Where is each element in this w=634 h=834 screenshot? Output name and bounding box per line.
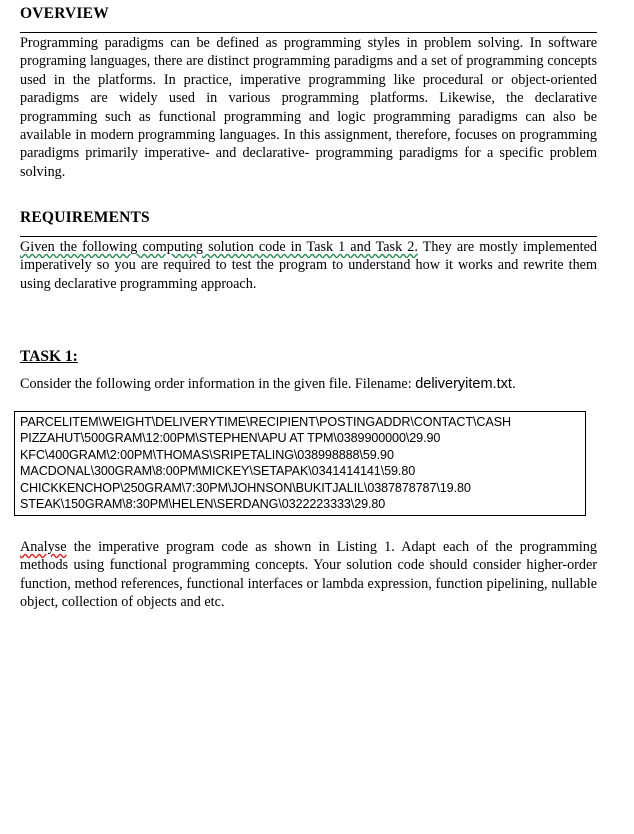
requirements-rest: They are mostly implemented imperatively so you are required to test the program to understand how it works and rewrite them using declarative programming approach. (20, 239, 597, 292)
task1-title: TASK 1: (20, 348, 78, 365)
requirements-lead: Given the following computing solution code in Task 1 and Task 2. (20, 239, 418, 255)
overview-heading: OVERVIEW (20, 5, 109, 22)
analyse-rest: the imperative program code as shown in Listing 1. Adapt each of the programming methods using functional programming concepts. Your solution code should consider higher-order function, method references, functional interfaces or lambda expression, function pipelining, nullable object, collection of objects and etc. (20, 539, 597, 611)
requirements-paragraph (20, 238, 597, 293)
file-content-box (14, 411, 586, 516)
task1-filename: deliveryitem.txt. (415, 376, 516, 392)
file-line: MACDONAL\300GRAM\8:00PM\MICKEY\SETAPAK\0341414141\59.80 (20, 464, 416, 479)
file-line: PARCELITEM\WEIGHT\DELIVERYTIME\RECIPIENT\POSTINGADDR\CONTACT\CASH (20, 415, 512, 429)
requirements-heading: REQUIREMENTS (20, 209, 150, 226)
analyse-paragraph (20, 538, 597, 612)
overview-rule (20, 32, 597, 33)
file-line: CHICKKENCHOP\250GRAM\7:30PM\JOHNSON\BUKITJALIL\0387878787\19.80 (20, 480, 471, 495)
overview-paragraph: Programming paradigms can be defined as programming styles in problem solving. In software programing languages, there are distinct programming paradigms and a set of programming concepts used in the platforms. In practice, imperative programming like procedural or object-oriented paradigms are widely used in various programming platforms. Likewise, the declarative programming such as functional programming and logic programming paradigms can also be available in modern programming languages. In this assignment, therefore, focuses on programming paradigms primarily imperative- and declarative- programming paradigms for a specific problem solving. (20, 35, 597, 180)
file-line: KFC\400GRAM\2:00PM\THOMAS\SRIPETALING\038998888\59.90 (20, 447, 394, 462)
task1-intro (20, 375, 597, 393)
task1-intro-text: Consider the following order information in the given file. Filename: (20, 376, 416, 392)
requirements-rule (20, 236, 597, 237)
analyse-word: Analyse (20, 539, 67, 555)
file-line: PIZZAHUT\500GRAM\12:00PM\STEPHEN\APU AT TPM\0389900000\29.90 (20, 431, 441, 446)
file-line: STEAK\150GRAM\8:30PM\HELEN\SERDANG\0322223333\29.80 (20, 497, 386, 512)
